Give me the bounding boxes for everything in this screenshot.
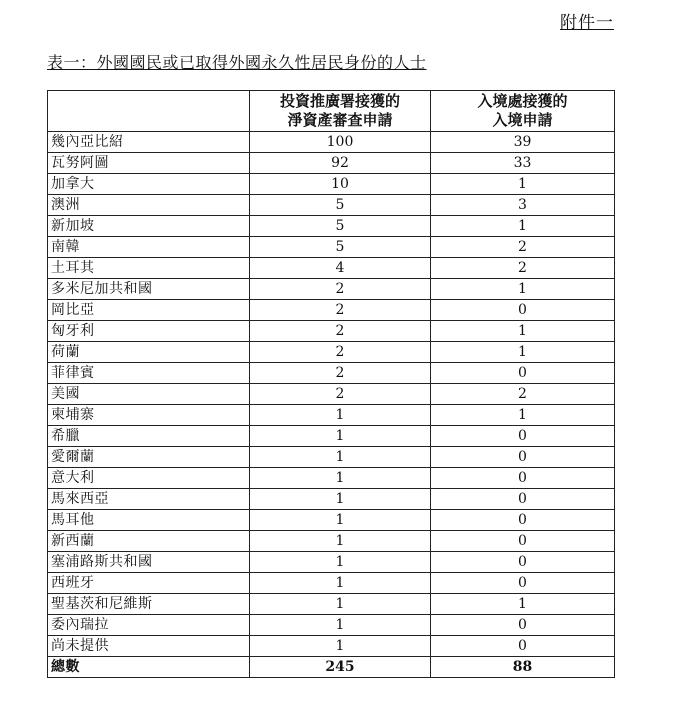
immigration-count-cell: 0 — [431, 531, 615, 552]
table-row — [48, 153, 615, 174]
table-row — [48, 405, 615, 426]
immigration-count-cell: 1 — [431, 594, 615, 615]
immigration-count-cell: 1 — [431, 216, 615, 237]
table-title: 表一：外國國民或已取得外國永久性居民身份的人士 — [47, 53, 427, 72]
investment-count-cell: 2 — [250, 300, 431, 321]
immigration-count-cell: 2 — [431, 237, 615, 258]
immigration-count-cell: 0 — [431, 552, 615, 573]
table-row — [48, 489, 615, 510]
investment-count-cell: 1 — [250, 615, 431, 636]
country-cell: 委內瑞拉 — [48, 615, 250, 636]
investment-count-cell: 1 — [250, 405, 431, 426]
table-row — [48, 258, 615, 279]
country-cell: 多米尼加共和國 — [48, 279, 250, 300]
table-row — [48, 531, 615, 552]
country-cell: 意大利 — [48, 468, 250, 489]
country-cell: 尚未提供 — [48, 636, 250, 657]
country-cell: 匈牙利 — [48, 321, 250, 342]
investment-count-cell: 100 — [250, 132, 431, 153]
header-investment-line2: 淨資產審查申請 — [287, 111, 393, 129]
country-cell: 馬耳他 — [48, 510, 250, 531]
header-investment-applications — [250, 91, 431, 132]
immigration-count-cell: 0 — [431, 426, 615, 447]
immigration-count-cell: 3 — [431, 195, 615, 216]
country-cell: 菲律賓 — [48, 363, 250, 384]
investment-count-cell: 1 — [250, 636, 431, 657]
country-cell: 美國 — [48, 384, 250, 405]
table-row — [48, 552, 615, 573]
country-cell: 土耳其 — [48, 258, 250, 279]
immigration-count-cell: 1 — [431, 174, 615, 195]
investment-count-cell: 2 — [250, 321, 431, 342]
immigration-count-cell: 39 — [431, 132, 615, 153]
table-row — [48, 615, 615, 636]
table-row — [48, 594, 615, 615]
table-total-row — [48, 657, 615, 678]
header-immigration-applications — [431, 91, 615, 132]
table-row — [48, 636, 615, 657]
country-cell: 愛爾蘭 — [48, 447, 250, 468]
table-row — [48, 573, 615, 594]
immigration-count-cell: 0 — [431, 468, 615, 489]
immigration-count-cell: 0 — [431, 573, 615, 594]
immigration-count-cell: 33 — [431, 153, 615, 174]
table-row — [48, 237, 615, 258]
country-cell: 希臘 — [48, 426, 250, 447]
immigration-count-cell: 0 — [431, 510, 615, 531]
investment-count-cell: 1 — [250, 573, 431, 594]
investment-count-cell: 2 — [250, 363, 431, 384]
table-row — [48, 300, 615, 321]
investment-count-cell: 1 — [250, 594, 431, 615]
country-cell: 岡比亞 — [48, 300, 250, 321]
investment-count-cell: 10 — [250, 174, 431, 195]
investment-count-cell: 1 — [250, 552, 431, 573]
table-row — [48, 384, 615, 405]
investment-count-cell: 5 — [250, 216, 431, 237]
table-row — [48, 216, 615, 237]
table-row — [48, 321, 615, 342]
table-row — [48, 174, 615, 195]
immigration-count-cell: 1 — [431, 342, 615, 363]
immigration-count-cell: 1 — [431, 405, 615, 426]
immigration-count-cell: 0 — [431, 300, 615, 321]
header-immigration-line2: 入境申請 — [492, 111, 553, 129]
investment-count-cell: 1 — [250, 489, 431, 510]
investment-count-cell: 1 — [250, 510, 431, 531]
country-cell: 塞浦路斯共和國 — [48, 552, 250, 573]
investment-count-cell: 5 — [250, 237, 431, 258]
header-investment-line1: 投資推廣署接獲的 — [279, 92, 400, 110]
immigration-count-cell: 1 — [431, 279, 615, 300]
immigration-count-cell: 1 — [431, 321, 615, 342]
immigration-count-cell: 0 — [431, 447, 615, 468]
total-immigration-cell: 88 — [431, 657, 615, 678]
country-cell: 新西蘭 — [48, 531, 250, 552]
investment-count-cell: 2 — [250, 279, 431, 300]
table-row — [48, 363, 615, 384]
immigration-count-cell: 0 — [431, 363, 615, 384]
immigration-count-cell: 2 — [431, 384, 615, 405]
investment-count-cell: 4 — [250, 258, 431, 279]
country-cell: 加拿大 — [48, 174, 250, 195]
investment-count-cell: 1 — [250, 468, 431, 489]
investment-count-cell: 92 — [250, 153, 431, 174]
table-row — [48, 447, 615, 468]
total-investment-cell: 245 — [250, 657, 431, 678]
table-row — [48, 342, 615, 363]
table-row — [48, 279, 615, 300]
immigration-count-cell: 0 — [431, 489, 615, 510]
country-cell: 南韓 — [48, 237, 250, 258]
investment-count-cell: 2 — [250, 342, 431, 363]
investment-count-cell: 5 — [250, 195, 431, 216]
country-cell: 馬來西亞 — [48, 489, 250, 510]
immigration-count-cell: 0 — [431, 615, 615, 636]
investment-count-cell: 1 — [250, 426, 431, 447]
table-row — [48, 132, 615, 153]
country-cell: 瓦努阿圖 — [48, 153, 250, 174]
table-row — [48, 195, 615, 216]
table-row — [48, 426, 615, 447]
table-row — [48, 510, 615, 531]
investment-count-cell: 1 — [250, 531, 431, 552]
country-cell: 柬埔寨 — [48, 405, 250, 426]
country-cell: 荷蘭 — [48, 342, 250, 363]
applications-table — [47, 90, 615, 678]
investment-count-cell: 2 — [250, 384, 431, 405]
country-cell: 聖基茨和尼維斯 — [48, 594, 250, 615]
total-label-cell: 總數 — [48, 657, 250, 678]
country-cell: 新加坡 — [48, 216, 250, 237]
header-immigration-line1: 入境處接獲的 — [477, 92, 568, 110]
annex-label: 附件一 — [560, 13, 614, 33]
immigration-count-cell: 2 — [431, 258, 615, 279]
table-header-row — [48, 91, 615, 132]
country-cell: 西班牙 — [48, 573, 250, 594]
country-cell: 幾內亞比紹 — [48, 132, 250, 153]
header-blank-cell — [48, 91, 250, 132]
table-row — [48, 468, 615, 489]
immigration-count-cell: 0 — [431, 636, 615, 657]
country-cell: 澳洲 — [48, 195, 250, 216]
investment-count-cell: 1 — [250, 447, 431, 468]
